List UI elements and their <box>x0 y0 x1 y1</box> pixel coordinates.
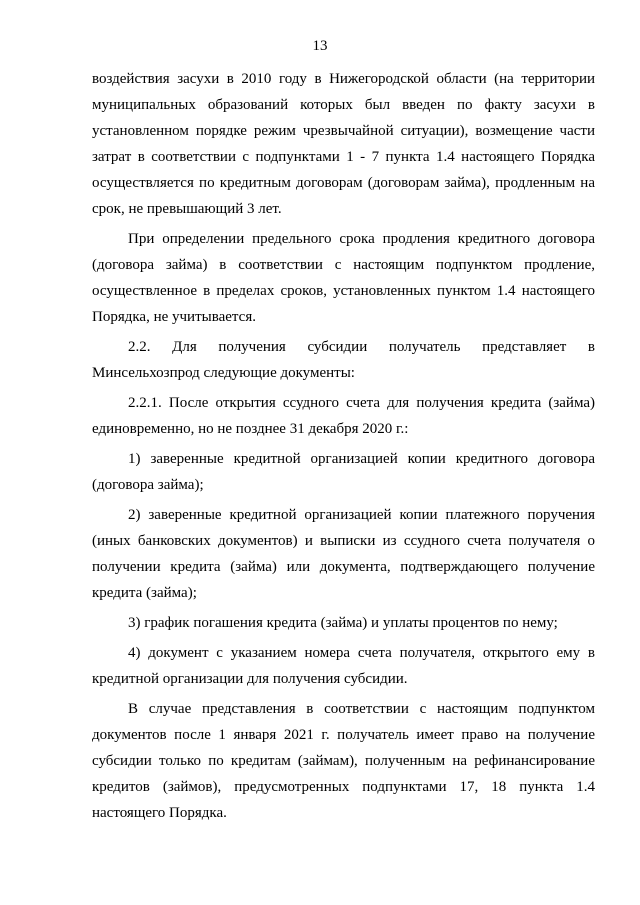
document-body <box>92 66 595 826</box>
paragraph-late-submission: В случае представления в соответствии с настоящим подпунктом документов после 1 января 2021 г. получатель имеет право на получение субсидии только по кредитам (займам), полученным на рефинансирование кредитов (займов), предусмотренных подпунктами 17, 18 пункта 1.4 настоящего Порядка. <box>92 701 595 821</box>
paragraph-continuation: воздействия засухи в 2010 году в Нижегородской области (на территории муниципальных образований которых был введен по факту засухи в установленном порядке режим чрезвычайной ситуации), возмещение части затрат в соответствии с подпунктами 1 - 7 пункта 1.4 настоящего Порядка осуществляется по кредитным договорам (договорам займа), продленным на срок, не превышающий 3 лет. <box>92 71 595 217</box>
list-item-4: 4) документ с указанием номера счета получателя, открытого ему в кредитной организации для получения субсидии. <box>92 645 595 687</box>
list-item-3: 3) график погашения кредита (займа) и уплаты процентов по нему; <box>128 615 558 631</box>
paragraph-section-2-2-1: 2.2.1. После открытия ссудного счета для получения кредита (займа) единовременно, но не позднее 31 декабря 2020 г.: <box>92 395 595 437</box>
paragraph-extension-period: При определении предельного срока продления кредитного договора (договора займа) в соответствии с настоящим подпунктом продление, осуществленное в пределах сроков, установленных пунктом 1.4 настоящего Порядка, не учитывается. <box>92 231 595 325</box>
page-number: 13 <box>312 38 328 54</box>
list-item-2: 2) заверенные кредитной организацией копии платежного поручения (иных банковских документов) и выписки из ссудного счета получателя о получении кредита (займа) или документа, подтверждающего получение кредита (займа); <box>92 507 595 601</box>
list-item-1: 1) заверенные кредитной организацией копии кредитного договора (договора займа); <box>92 451 595 493</box>
paragraph-section-2-2: 2.2. Для получения субсидии получатель представляет в Минсельхозпрод следующие документы: <box>92 339 595 381</box>
